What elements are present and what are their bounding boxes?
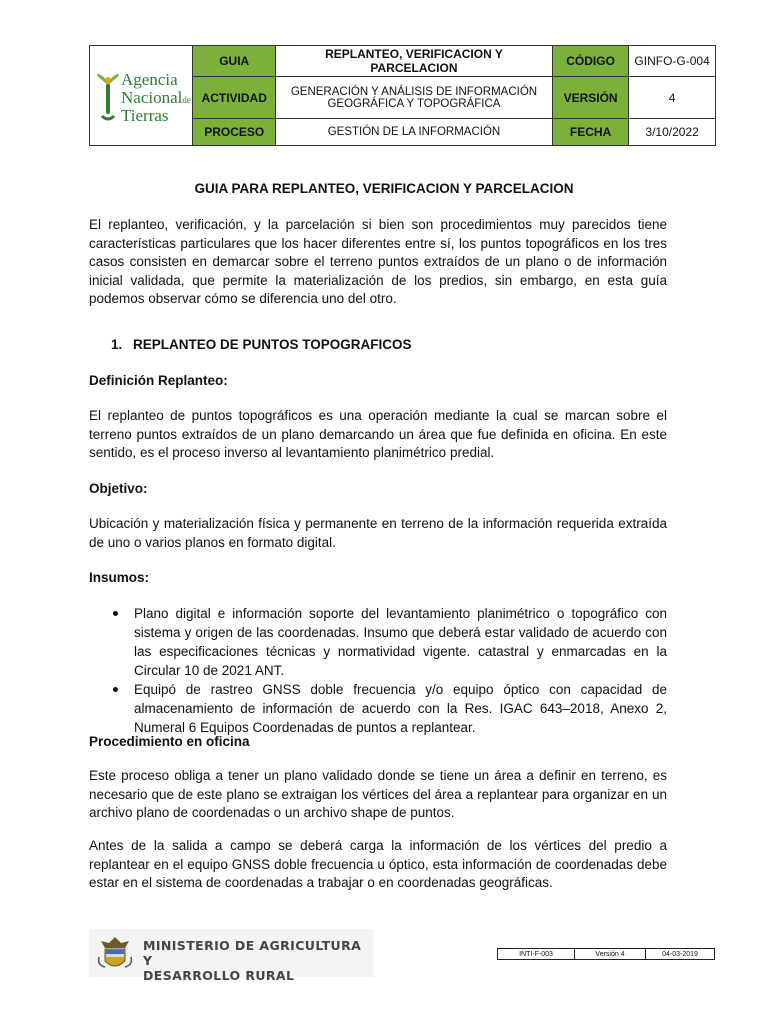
header-key-version: VERSIÓN (552, 77, 628, 118)
definicion-heading: Definición Replanteo: (89, 373, 228, 388)
header-label-proceso: PROCESO (193, 118, 276, 145)
intro-paragraph: El replanteo, verificación, y la parcelación si bien son procedimientos muy parecidos tiene características particulares que los hacer diferentes entre sí, los puntos topográficos en los tres casos consisten en demarcar sobre el terreno puntos extraídos de un plano o de información inicial validada, que permite la materialización de los predios, sin embargo, en esta guía podemos observar cómo se diferencia uno del otro. (89, 217, 667, 306)
header-value-codigo: GINFO-G-004 (629, 46, 716, 77)
bullet-icon (113, 611, 118, 616)
ministry-name (143, 938, 373, 983)
footer-form-date: 04-03-2019 (646, 949, 715, 960)
insumos-heading: Insumos: (89, 570, 150, 585)
bullet-icon (113, 687, 118, 692)
list-item: Plano digital e información soporte del levantamiento planimétrico o topográfico con sistema y origen de las coordenadas. Insumo que deberá estar validado de acuerdo con las especificaciones técnicas y normatividad vigente. catastral y enmarcadas en la Circular 10 de 2021 ANT. (89, 604, 667, 680)
procedimiento-heading: Procedimiento en oficina (89, 734, 250, 749)
header-label-actividad: ACTIVIDAD (193, 77, 276, 118)
header-value-version: 4 (629, 77, 716, 118)
logo-text-line3: Tierras (121, 106, 169, 125)
ministry-name-line1: MINISTERIO DE AGRICULTURA Y (143, 938, 362, 968)
agency-logo (90, 46, 191, 145)
procedimiento-paragraph-1: Este proceso obliga a tener un plano validado donde se tiene un área a definir en terreno, es necesario que de este plano se extraigan los vértices del área a replantear para organizar en un archivo plano de coordenadas o un archivo shape de puntos. (89, 768, 667, 820)
insumos-list (89, 604, 667, 737)
header-activity-title: GENERACIÓN Y ANÁLISIS DE INFORMACIÓN GEOGRÁFICA Y TOPOGRÁFICA (276, 77, 553, 118)
logo-text-line1: Agencia (121, 70, 178, 89)
section-1-title: REPLANTEO DE PUNTOS TOPOGRAFICOS (133, 337, 412, 352)
procedimiento-paragraph-2: Antes de la salida a campo se deberá carga la información de los vértices del predio a replantear en el equipo GNSS doble frecuencia u óptico, esta información de coordenadas debe estar en el sistema de coordenadas a trabajar o en coordenadas geográficas. (89, 838, 667, 890)
list-item: Equipó de rastreo GNSS doble frecuencia y/o equipo óptico con capacidad de almacenamiento de información de acuerdo con la Res. IGAC 643–2018, Anexo 2, Numeral 6 Equipos Coordenadas de puntos a replantear. (89, 680, 667, 737)
objetivo-paragraph: Ubicación y materialización física y permanente en terreno de la información requerida extraída de uno o varios planos en formato digital. (89, 516, 667, 550)
footer-form-version: Versión 4 (575, 949, 646, 960)
agency-emblem-icon (96, 72, 120, 122)
objetivo-heading: Objetivo: (89, 481, 148, 496)
document-header-table (89, 45, 716, 146)
ministry-logo (89, 929, 373, 983)
header-value-fecha: 3/10/2022 (629, 118, 716, 145)
section-1-heading (111, 337, 412, 352)
agency-logo-cell (90, 46, 193, 146)
definicion-paragraph: El replanteo de puntos topográficos es una operación mediante la cual se marcan sobre el terreno puntos extraídos de un plano demarcando un área que fue definida en oficina. En este sentido, es el proceso inverso al levantamiento planimétrico predial. (89, 408, 667, 460)
header-guide-title: REPLANTEO, VERIFICACION Y PARCELACION (276, 46, 553, 77)
footer-form-table (497, 948, 715, 960)
header-key-codigo: CÓDIGO (552, 46, 628, 77)
coat-of-arms-icon (95, 935, 135, 973)
footer-form-code: INTI-F-003 (498, 949, 575, 960)
document-title: GUIA PARA REPLANTEO, VERIFICACION Y PARCELACION (194, 181, 574, 196)
ministry-name-line2: DESARROLLO RURAL (143, 968, 295, 983)
section-1-number: 1. (111, 337, 123, 352)
logo-text-line2: Nacionalde (121, 88, 191, 107)
header-label-guia: GUIA (193, 46, 276, 77)
header-process-title: GESTIÓN DE LA INFORMACIÓN (276, 118, 553, 145)
header-key-fecha: FECHA (552, 118, 628, 145)
